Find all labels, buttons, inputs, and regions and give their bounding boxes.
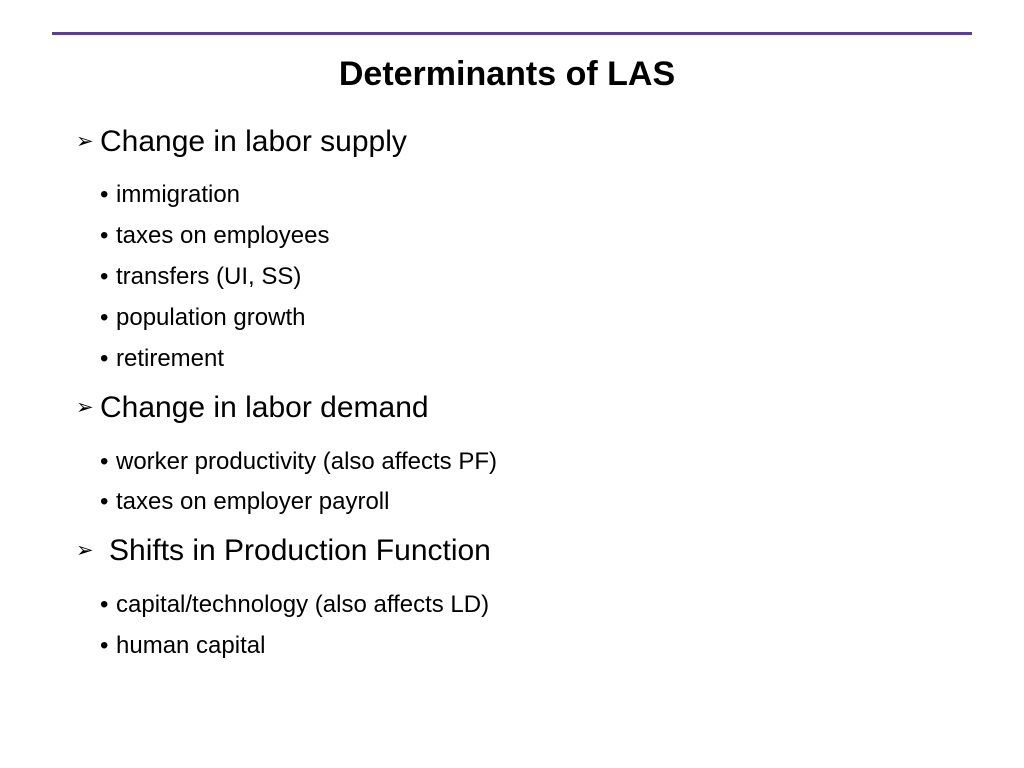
list-item-text: capital/technology (also affects LD) [116, 591, 490, 618]
section-heading-labor-demand [76, 388, 429, 428]
list-item-text: population growth [116, 304, 306, 331]
section-heading-text: Change in labor supply [100, 125, 407, 158]
dot-bullet-icon: • [100, 632, 109, 659]
list-item [100, 343, 224, 375]
dot-bullet-icon: • [100, 263, 109, 290]
list-item-text: taxes on employees [116, 222, 330, 249]
list-item [100, 220, 329, 252]
list-item [100, 446, 497, 478]
dot-bullet-icon: • [100, 181, 109, 208]
section-heading-labor-supply [76, 122, 407, 162]
arrow-bullet-icon: ➢ [76, 539, 94, 562]
arrow-bullet-icon: ➢ [76, 396, 94, 419]
list-item-text: human capital [116, 632, 266, 659]
list-item-text: immigration [116, 181, 241, 208]
list-item [100, 261, 301, 293]
list-item [100, 302, 305, 334]
list-item [100, 179, 240, 211]
section-heading-text: Shifts in Production Function [109, 534, 491, 567]
list-item [100, 589, 489, 621]
dot-bullet-icon: • [100, 448, 109, 475]
section-heading-text: Change in labor demand [100, 391, 429, 424]
dot-bullet-icon: • [100, 591, 109, 618]
list-item-text: taxes on employer payroll [116, 488, 390, 515]
list-item [100, 486, 389, 518]
dot-bullet-icon: • [100, 222, 109, 249]
list-item [100, 630, 265, 662]
section-heading-production-function [76, 531, 491, 571]
list-item-text: retirement [116, 345, 225, 372]
slide-title: Determinants of LAS [338, 55, 676, 93]
dot-bullet-icon: • [100, 304, 109, 331]
list-item-text: worker productivity (also affects PF) [116, 448, 498, 475]
dot-bullet-icon: • [100, 488, 109, 515]
arrow-bullet-icon: ➢ [76, 130, 94, 153]
dot-bullet-icon: • [100, 345, 109, 372]
list-item-text: transfers (UI, SS) [116, 263, 302, 290]
top-divider-line [52, 32, 972, 35]
